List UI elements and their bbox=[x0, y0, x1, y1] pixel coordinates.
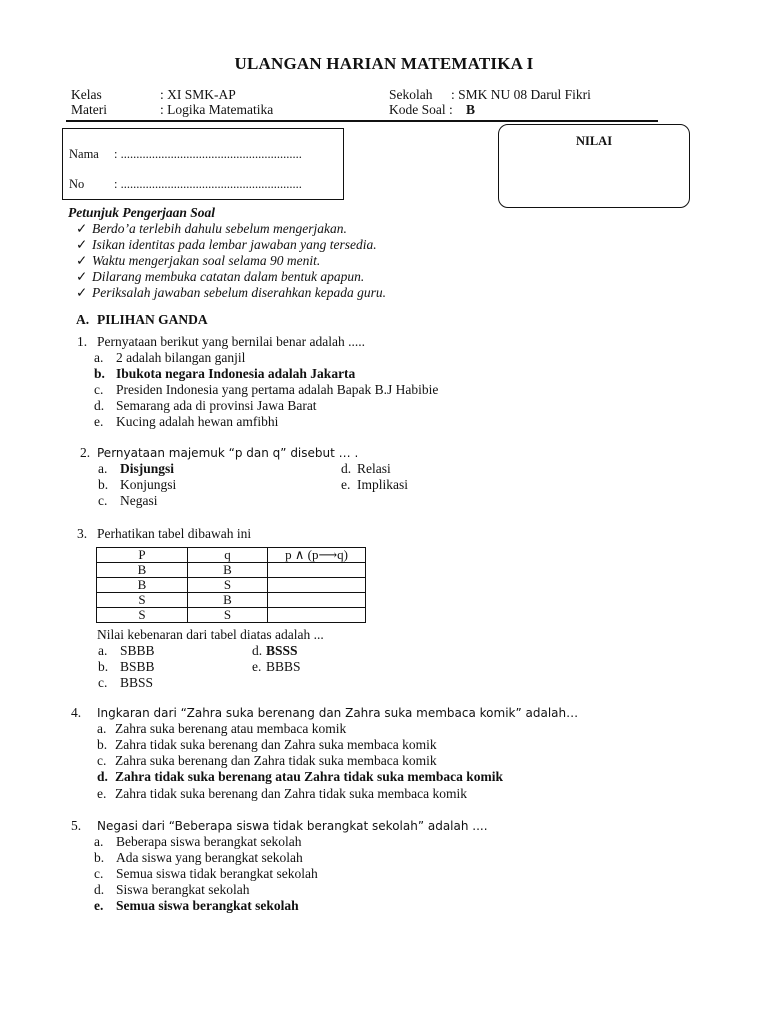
table-header-row bbox=[97, 548, 366, 563]
no-field: : .......................................................... bbox=[114, 177, 302, 191]
option-letter: a. bbox=[94, 350, 104, 365]
option-letter: d. bbox=[252, 643, 263, 658]
nama-field: : .......................................................... bbox=[114, 147, 302, 161]
option-text: Semua siswa tidak berangkat sekolah bbox=[116, 866, 318, 881]
table-row bbox=[97, 563, 366, 578]
table-cell bbox=[268, 593, 366, 608]
question-number: 3. bbox=[77, 526, 88, 541]
kode-soal-value: B bbox=[466, 102, 476, 117]
option-text: Ada siswa yang berangkat sekolah bbox=[116, 850, 303, 865]
option-text: 2 adalah bilangan ganjil bbox=[116, 350, 246, 365]
option-letter: b. bbox=[94, 366, 105, 381]
sekolah-label: Sekolah bbox=[389, 87, 433, 102]
table-cell: S bbox=[97, 593, 188, 608]
nilai-label: NILAI bbox=[575, 134, 613, 148]
nama-label: Nama bbox=[69, 147, 99, 161]
table-cell: S bbox=[97, 608, 188, 623]
option-text: Relasi bbox=[357, 461, 391, 476]
table-cell: B bbox=[97, 578, 188, 593]
option-text-answer: Semua siswa berangkat sekolah bbox=[116, 898, 299, 913]
sekolah-value: : SMK NU 08 Darul Fikri bbox=[451, 87, 591, 102]
option-text: Zahra tidak suka berenang dan Zahra tidak suka membaca komik bbox=[115, 786, 467, 801]
table-cell bbox=[268, 608, 366, 623]
option-letter: d. bbox=[341, 461, 352, 476]
option-letter: e. bbox=[97, 786, 107, 801]
section-label: A. bbox=[76, 312, 90, 327]
option-text: Zahra tidak suka berenang dan Zahra suka membaca komik bbox=[115, 737, 437, 752]
option-letter: a. bbox=[98, 461, 108, 476]
nilai-box bbox=[498, 124, 690, 208]
table-header: P bbox=[97, 548, 188, 563]
truth-table bbox=[96, 547, 366, 623]
option-text: BBSS bbox=[120, 675, 154, 690]
table-cell: B bbox=[188, 563, 268, 578]
option-text: Zahra suka berenang dan Zahra tidak suka membaca komik bbox=[115, 753, 437, 768]
table-cell: B bbox=[97, 563, 188, 578]
option-text: Siswa berangkat sekolah bbox=[116, 882, 250, 897]
no-label: No bbox=[69, 177, 85, 191]
option-text: BBBS bbox=[266, 659, 301, 674]
petunjuk-item: ✓ Waktu mengerjakan soal selama 90 menit. bbox=[76, 253, 321, 268]
page-title: ULANGAN HARIAN MATEMATIKA I bbox=[234, 54, 534, 73]
option-letter: c. bbox=[94, 866, 104, 881]
section-title: PILIHAN GANDA bbox=[97, 312, 208, 327]
option-letter: b. bbox=[94, 850, 105, 865]
header-divider bbox=[66, 120, 658, 122]
option-text-answer: Zahra tidak suka berenang atau Zahra tidak suka membaca komik bbox=[115, 769, 503, 784]
option-text: SBBB bbox=[120, 643, 155, 658]
option-letter: a. bbox=[98, 643, 108, 658]
option-letter: e. bbox=[94, 898, 104, 913]
option-text: Konjungsi bbox=[120, 477, 177, 492]
option-letter: c. bbox=[98, 493, 108, 508]
petunjuk-item: ✓ Berdo’a terlebih dahulu sebelum mengerjakan. bbox=[76, 221, 347, 236]
question-text: Negasi dari “Beberapa siswa tidak berangkat sekolah” adalah .... bbox=[97, 819, 488, 833]
question-text: Pernyataan berikut yang bernilai benar adalah ..... bbox=[97, 334, 366, 349]
option-letter: e. bbox=[341, 477, 351, 492]
option-text: Presiden Indonesia yang pertama adalah Bapak B.J Habibie bbox=[116, 382, 439, 397]
kelas-label: Kelas bbox=[71, 87, 102, 102]
check-icon: ✓ bbox=[76, 237, 88, 252]
table-row bbox=[97, 608, 366, 623]
table-cell: S bbox=[188, 608, 268, 623]
table-row bbox=[97, 578, 366, 593]
option-text-answer: Ibukota negara Indonesia adalah Jakarta bbox=[116, 366, 356, 381]
check-icon: ✓ bbox=[76, 285, 88, 300]
option-letter: a. bbox=[94, 834, 104, 849]
question-number: 5. bbox=[71, 818, 82, 833]
petunjuk-item: ✓ Periksalah jawaban sebelum diserahkan kepada guru. bbox=[76, 285, 386, 300]
table-row bbox=[97, 593, 366, 608]
option-letter: b. bbox=[98, 477, 109, 492]
table-cell: S bbox=[188, 578, 268, 593]
question-number: 4. bbox=[71, 705, 82, 720]
kelas-value: : XI SMK-AP bbox=[160, 87, 236, 102]
check-icon: ✓ bbox=[76, 253, 88, 268]
question-text: Ingkaran dari “Zahra suka berenang dan Zahra suka membaca komik” adalah… bbox=[97, 706, 579, 720]
table-cell bbox=[268, 578, 366, 593]
option-text: BSBB bbox=[120, 659, 155, 674]
option-letter: e. bbox=[94, 414, 104, 429]
option-letter: b. bbox=[98, 659, 109, 674]
option-letter: c. bbox=[97, 753, 107, 768]
question-number: 2. bbox=[80, 445, 91, 460]
question-text: Perhatikan tabel dibawah ini bbox=[97, 526, 252, 541]
question-followup: Nilai kebenaran dari tabel diatas adalah ... bbox=[97, 627, 324, 642]
option-letter: d. bbox=[94, 398, 105, 413]
table-cell bbox=[268, 563, 366, 578]
table-cell: B bbox=[188, 593, 268, 608]
option-letter: b. bbox=[97, 737, 108, 752]
option-text: Semarang ada di provinsi Jawa Barat bbox=[116, 398, 317, 413]
check-icon: ✓ bbox=[76, 221, 88, 236]
check-icon: ✓ bbox=[76, 269, 88, 284]
kode-soal-label: Kode Soal : bbox=[389, 102, 453, 117]
petunjuk-item: ✓ Isikan identitas pada lembar jawaban yang tersedia. bbox=[76, 237, 377, 252]
option-text: Kucing adalah hewan amfibhi bbox=[116, 414, 279, 429]
petunjuk-title: Petunjuk Pengerjaan Soal bbox=[68, 205, 216, 220]
option-letter: d. bbox=[97, 769, 108, 784]
option-letter: a. bbox=[97, 721, 107, 736]
option-text: Beberapa siswa berangkat sekolah bbox=[116, 834, 302, 849]
petunjuk-item: ✓ Dilarang membuka catatan dalam bentuk apapun. bbox=[76, 269, 365, 284]
option-text: Negasi bbox=[120, 493, 158, 508]
question-number: 1. bbox=[77, 334, 88, 349]
option-letter: c. bbox=[98, 675, 108, 690]
option-text-answer: BSSS bbox=[266, 643, 298, 658]
option-letter: e. bbox=[252, 659, 262, 674]
option-text: Zahra suka berenang atau membaca komik bbox=[115, 721, 347, 736]
materi-label: Materi bbox=[71, 102, 107, 117]
table-header: p ∧ (p⟶q) bbox=[268, 548, 366, 563]
option-text-answer: Disjungsi bbox=[120, 461, 175, 476]
question-text: Pernyataan majemuk “p dan q” disebut … . bbox=[97, 446, 359, 460]
materi-value: : Logika Matematika bbox=[160, 102, 274, 117]
option-letter: d. bbox=[94, 882, 105, 897]
option-letter: c. bbox=[94, 382, 104, 397]
table-header: q bbox=[188, 548, 268, 563]
option-text: Implikasi bbox=[357, 477, 408, 492]
